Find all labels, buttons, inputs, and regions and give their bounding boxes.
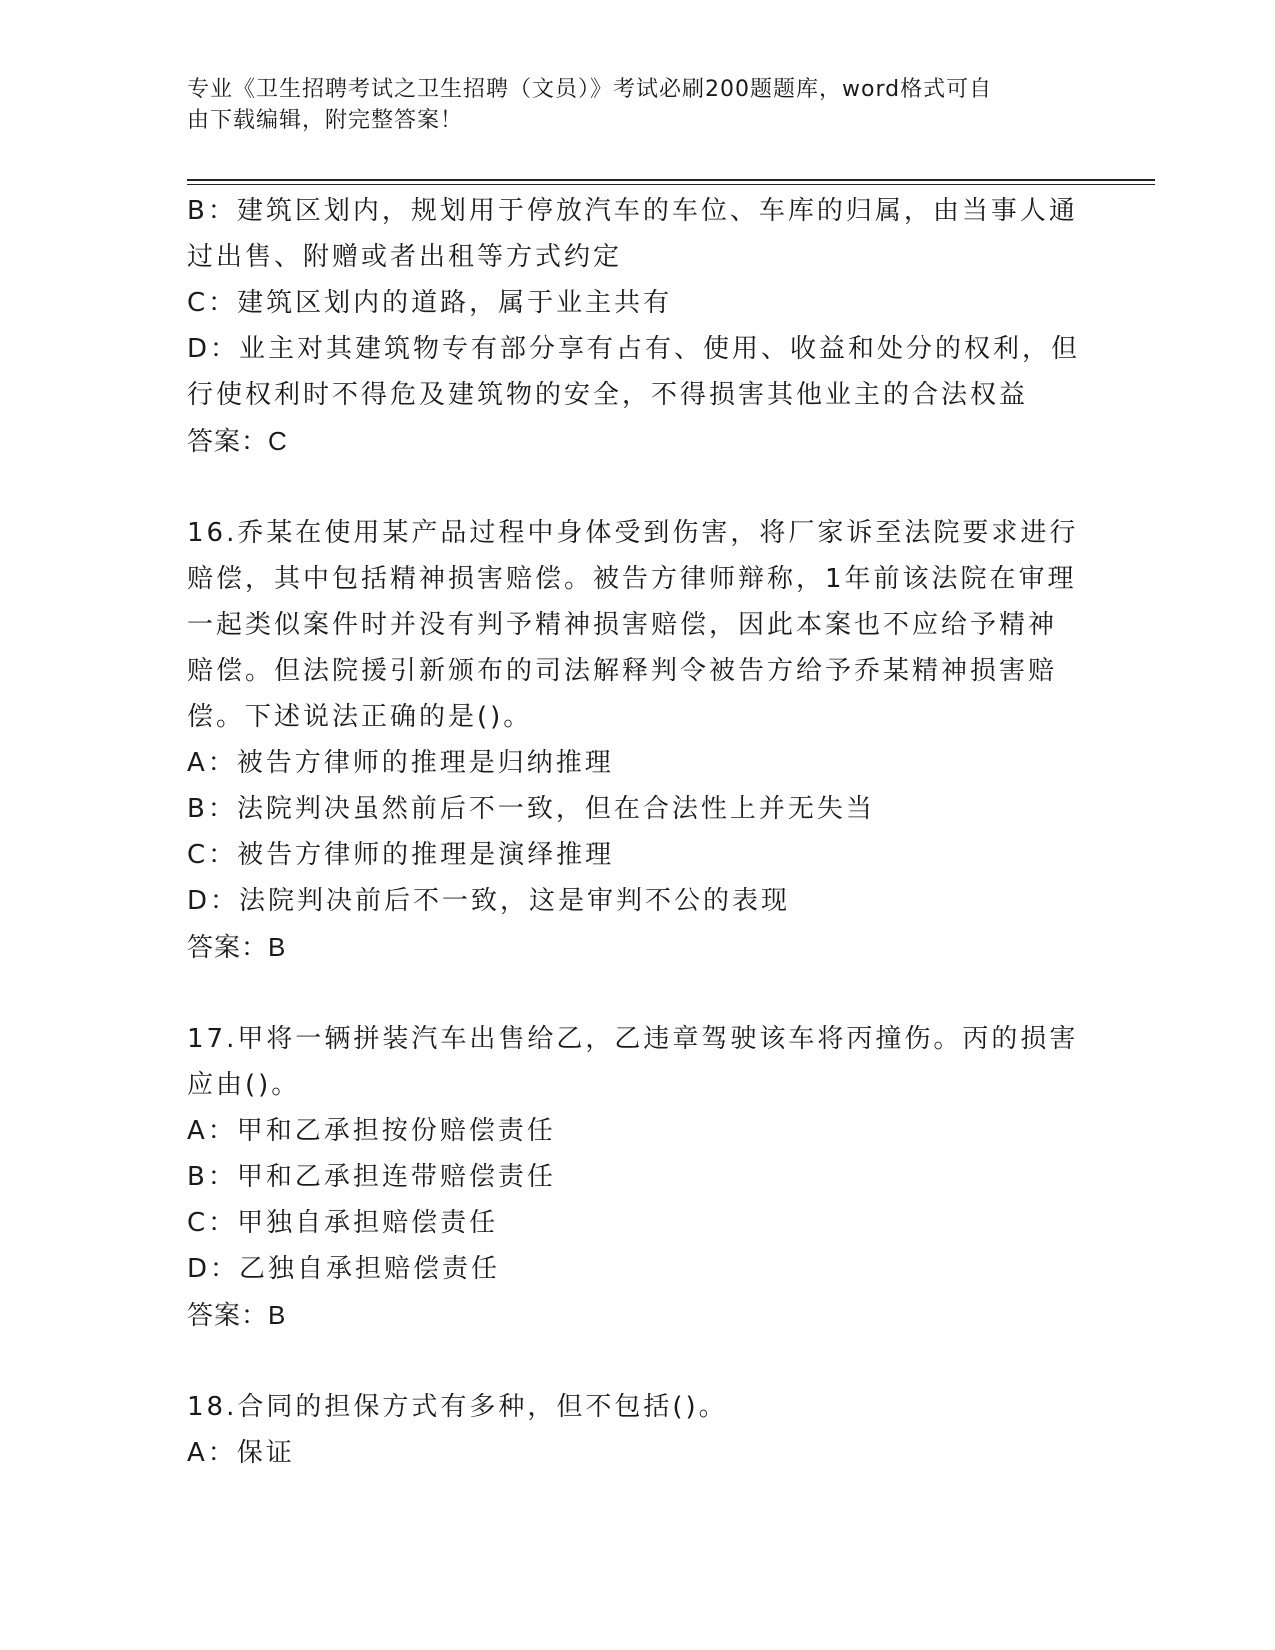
header-divider-thick bbox=[187, 179, 1155, 181]
option-b-line-1: B：建筑区划内，规划用于停放汽车的车位、车库的归属，由当事人通 bbox=[187, 196, 1078, 226]
answer: 答案：B bbox=[187, 932, 287, 962]
header-line-1: 专业《卫生招聘考试之卫生招聘（文员）》考试必刷200题题库，word格式可自 bbox=[187, 77, 993, 102]
option-b: B：甲和乙承担连带赔偿责任 bbox=[187, 1162, 556, 1192]
option-d: D：乙独自承担赔偿责任 bbox=[187, 1254, 501, 1284]
option-a: A：甲和乙承担按份赔偿责任 bbox=[187, 1116, 556, 1146]
option-a: A：保证 bbox=[187, 1438, 295, 1468]
question-stem-line-1: 18.合同的担保方式有多种，但不包括()。 bbox=[187, 1392, 728, 1422]
question-stem-line-5: 偿。下述说法正确的是()。 bbox=[187, 702, 533, 732]
question-stem-line-4: 赔偿。但法院援引新颁布的司法解释判令被告方给予乔某精神损害赔 bbox=[187, 656, 1058, 686]
option-a: A：被告方律师的推理是归纳推理 bbox=[187, 748, 614, 778]
question-stem-line-1: 17.甲将一辆拼装汽车出售给乙，乙违章驾驶该车将丙撞伤。丙的损害 bbox=[187, 1024, 1079, 1054]
question-gap bbox=[187, 464, 1082, 510]
option-b: B：法院判决虽然前后不一致，但在合法性上并无失当 bbox=[187, 794, 875, 824]
question-gap bbox=[187, 1338, 1082, 1384]
question-stem-line-2: 赔偿，其中包括精神损害赔偿。被告方律师辩称，1年前该法院在审理 bbox=[187, 564, 1077, 594]
option-d-line-2: 行使权利时不得危及建筑物的安全，不得损害其他业主的合法权益 bbox=[187, 380, 1029, 410]
header-divider-thin bbox=[187, 184, 1155, 185]
question-16 bbox=[187, 510, 1082, 970]
question-stem-line-2: 应由()。 bbox=[187, 1070, 301, 1100]
option-c: C：建筑区划内的道路，属于业主共有 bbox=[187, 288, 673, 318]
question-15 bbox=[187, 188, 1082, 464]
option-c: C：甲独自承担赔偿责任 bbox=[187, 1208, 499, 1238]
answer: 答案：B bbox=[187, 1300, 287, 1330]
answer: 答案：C bbox=[187, 426, 288, 456]
option-b-line-2: 过出售、附赠或者出租等方式约定 bbox=[187, 242, 623, 272]
option-d-line-1: D：业主对其建筑物专有部分享有占有、使用、收益和处分的权利，但 bbox=[187, 334, 1081, 364]
question-gap bbox=[187, 970, 1082, 1016]
option-d: D：法院判决前后不一致，这是审判不公的表现 bbox=[187, 886, 791, 916]
question-stem-line-3: 一起类似案件时并没有判予精神损害赔偿，因此本案也不应给予精神 bbox=[187, 610, 1058, 640]
question-list bbox=[187, 188, 1082, 1476]
option-c: C：被告方律师的推理是演绎推理 bbox=[187, 840, 615, 870]
question-17 bbox=[187, 1016, 1082, 1338]
question-stem-line-1: 16.乔某在使用某产品过程中身体受到伤害，将厂家诉至法院要求进行 bbox=[187, 518, 1079, 548]
header-line-2: 由下载编辑，附完整答案！ bbox=[187, 108, 464, 133]
question-18 bbox=[187, 1384, 1082, 1476]
document-header bbox=[187, 74, 1067, 136]
